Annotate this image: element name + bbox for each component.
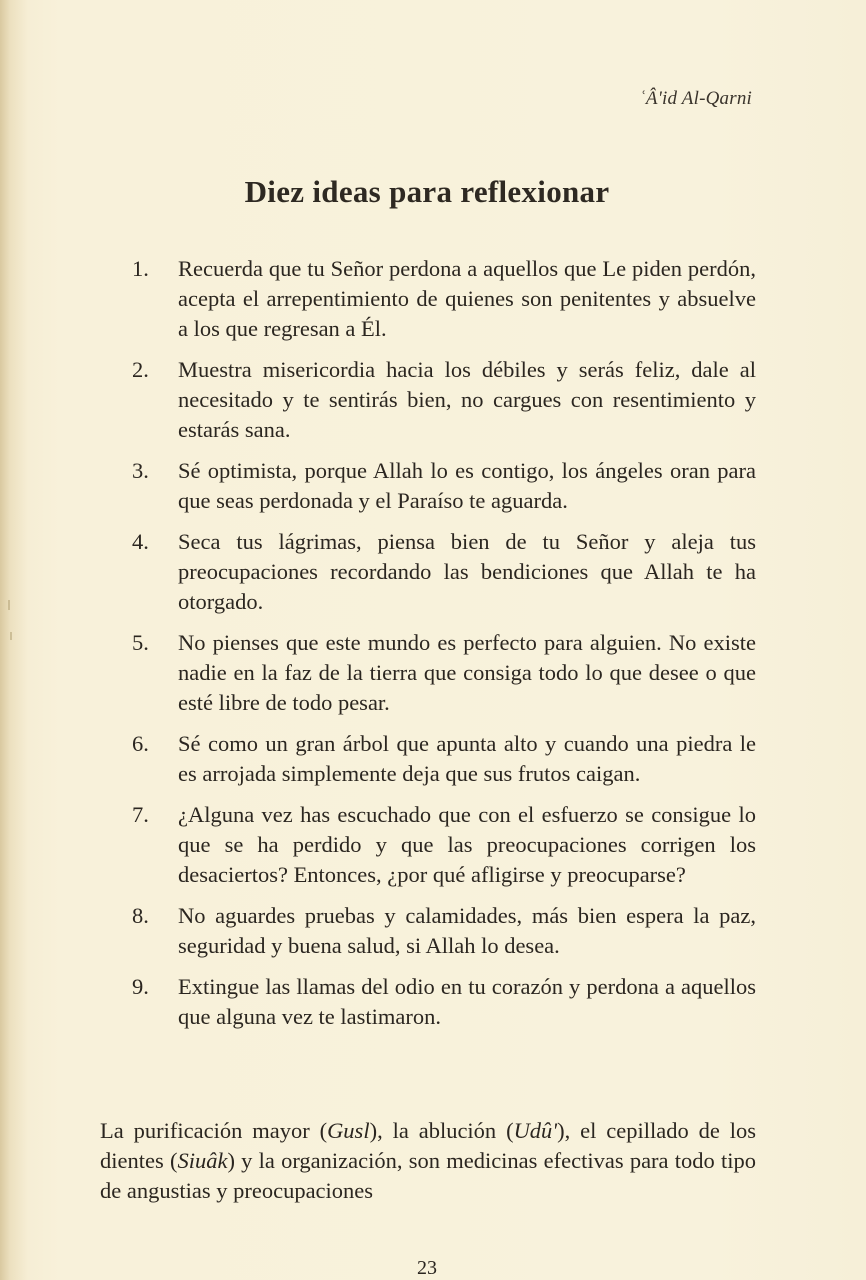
list-item [132, 972, 756, 1032]
term-siuak: Siuâk [177, 1147, 228, 1173]
list-item [132, 527, 756, 617]
list-item [132, 628, 756, 718]
page-number: 23 [417, 1257, 437, 1279]
closing-text-3: ), el cepillado de los dientes ( [100, 1117, 756, 1173]
list-item-number: 9. [132, 974, 149, 999]
margin-mark [8, 600, 10, 610]
running-header-author: ʿÂ'id Al-Qarni [639, 88, 752, 109]
list-item-number: 6. [132, 731, 149, 756]
list-item-number: 5. [132, 630, 149, 655]
list-item-text: ¿Alguna vez has escuchado que con el esfuerzo se consigue lo que se ha perdido y que las preocupaciones corrigen los desaciertos? Entonces, ¿por qué afligirse y preocuparse? [178, 802, 756, 887]
list-item-text: Muestra misericordia hacia los débiles y serás feliz, dale al necesitado y te sentirás bien, no cargues con resentimiento y estarás sana. [178, 357, 756, 442]
closing-text-2: ), la ablución ( [369, 1117, 514, 1143]
closing-paragraph [100, 1116, 756, 1206]
list-item-text: Extingue las llamas del odio en tu corazón y perdona a aquellos que alguna vez te lastimaron. [178, 974, 756, 1029]
ideas-list [132, 254, 756, 1043]
page-title: Diez ideas para reflexionar [244, 174, 610, 209]
list-item [132, 254, 756, 344]
list-item [132, 901, 756, 961]
list-item-text: Recuerda que tu Señor perdona a aquellos que Le piden perdón, acepta el arrepentimiento de quienes son penitentes y absuelve a los que regresan a Él. [178, 256, 756, 341]
closing-text-4: ) y la organización, son medicinas efectivas para todo tipo de angustias y preocupaciones [100, 1147, 756, 1203]
list-item [132, 729, 756, 789]
list-item-text: Seca tus lágrimas, piensa bien de tu Señor y aleja tus preocupaciones recordando las bendiciones que Allah te ha otorgado. [178, 529, 756, 614]
list-item [132, 456, 756, 516]
list-item-text: No pienses que este mundo es perfecto para alguien. No existe nadie en la faz de la tierra que consiga todo lo que desee o que esté libre de todo pesar. [178, 630, 756, 715]
list-item-number: 3. [132, 458, 149, 483]
closing-text-1: La purificación mayor ( [100, 1117, 328, 1143]
term-gusl: Gusl [327, 1117, 370, 1143]
list-item-number: 4. [132, 529, 149, 554]
term-udu: Udû' [513, 1117, 558, 1143]
list-item-number: 2. [132, 357, 149, 382]
list-item [132, 355, 756, 445]
list-item-text: Sé como un gran árbol que apunta alto y cuando una piedra le es arrojada simplemente deja que sus frutos caigan. [178, 731, 756, 786]
margin-mark [10, 632, 12, 640]
list-item-text: Sé optimista, porque Allah lo es contigo, los ángeles oran para que seas perdonada y el Paraíso te aguarda. [178, 458, 756, 513]
list-item-number: 8. [132, 903, 149, 928]
list-item-number: 1. [132, 256, 149, 281]
list-item-number: 7. [132, 802, 149, 827]
list-item [132, 800, 756, 890]
list-item-text: No aguardes pruebas y calamidades, más bien espera la paz, seguridad y buena salud, si Allah lo desea. [178, 903, 756, 958]
